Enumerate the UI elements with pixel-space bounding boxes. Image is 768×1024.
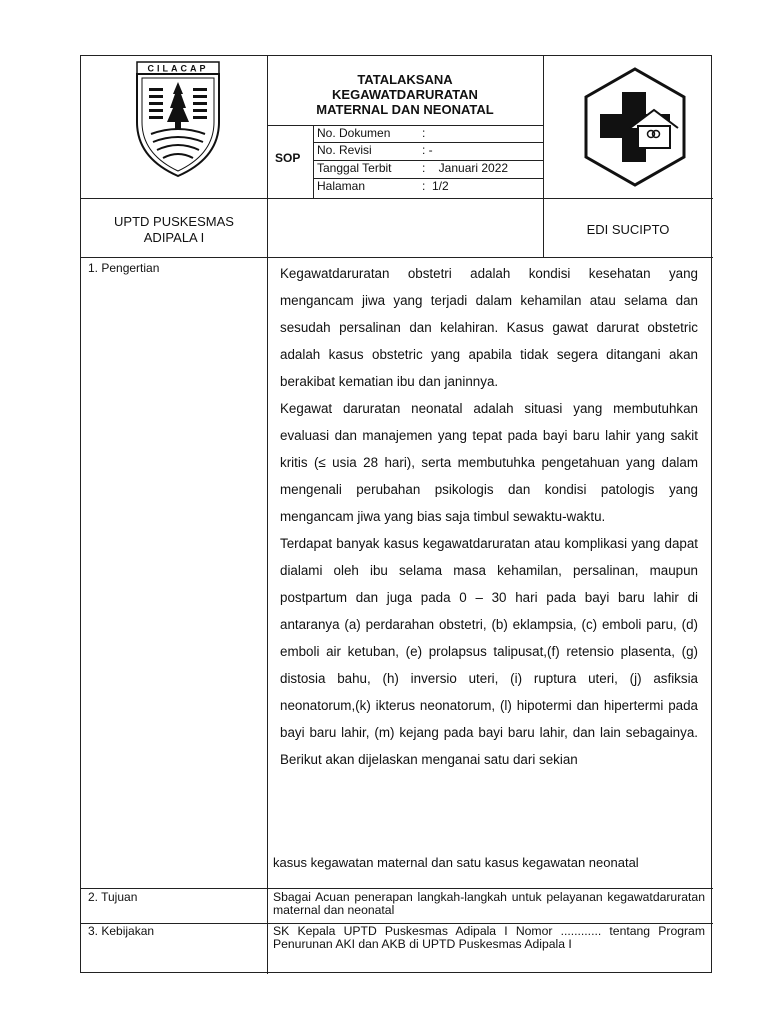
pengertian-body bbox=[280, 260, 698, 773]
document-title bbox=[267, 72, 543, 117]
puskesmas-logo bbox=[582, 66, 688, 188]
pengertian-continuation: kasus kegawatan maternal dan satu kasus kegawatan neonatal bbox=[273, 855, 639, 870]
paragraph: Terdapat banyak kasus kegawatdaruratan atau komplikasi yang dapat dialami oleh ibu selama masa kehamilan, persalinan, maupun postpartum dan juga pada 0 – 30 hari pada bayi baru lahir di antaranya (a) perdarahan obstetri, (b) eklampsia, (c) emboli paru, (d) emboli air ketuban, (e) prolapsus talipusat,(f) retensio plasenta, (g) distosia bahu, (h) inversio uteri, (i) ruptura uteri, (j) asfiksia neonatorum,(k) ikterus neonatorum, (l) hipotermi dan hipertermi pada bayi baru lahir, (m) kejang pada bayi baru lahir, dan lain sebagainya. Berikut akan dijelaskan menganai satu dari sekian bbox=[280, 536, 698, 767]
meta-value: : 1/2 bbox=[422, 179, 449, 193]
paragraph: Kegawatdaruratan obstetri adalah kondisi kesehatan yang mengancam jiwa yang terjadi dalam kehamilan atau selama dan sesudah persalinan dan kelahiran. Kasus gawat darurat obstetric adalah kasus obstetric yang apabila tidak segera ditangani akan berakibat kematian ibu dan janinnya. bbox=[280, 266, 698, 389]
meta-key: Tanggal Terbit bbox=[317, 161, 392, 175]
meta-row-no-dokumen bbox=[317, 127, 425, 140]
meta-key: No. Dokumen bbox=[317, 126, 391, 140]
tujuan-body: Sbagai Acuan penerapan langkah-langkah untuk pelayanan kegawatdaruratan maternal dan neonatal bbox=[273, 890, 705, 917]
meta-row-no-revisi bbox=[317, 144, 433, 157]
divider bbox=[81, 888, 713, 889]
divider bbox=[267, 125, 543, 126]
divider bbox=[543, 56, 544, 198]
title-line: TATALAKSANA bbox=[357, 72, 453, 87]
meta-row-tanggal-terbit bbox=[317, 162, 508, 175]
title-line: MATERNAL DAN NEONATAL bbox=[316, 102, 494, 117]
institution-line: UPTD PUSKESMAS bbox=[114, 214, 234, 229]
svg-text:CILACAP: CILACAP bbox=[147, 63, 209, 74]
meta-key: Halaman bbox=[317, 179, 366, 193]
sop-label: SOP bbox=[275, 151, 301, 165]
cilacap-crest-logo bbox=[131, 60, 225, 178]
meta-value: : bbox=[422, 126, 426, 140]
institution-line: ADIPALA I bbox=[143, 230, 205, 245]
section-label-pengertian: 1. Pengertian bbox=[88, 261, 160, 275]
divider bbox=[313, 125, 314, 198]
paragraph: Kegawat daruratan neonatal adalah situasi yang membutuhkan evaluasi dan manajemen yang tepat pada bayi baru lahir yang sakit kritis (≤ usia 28 hari), serta membutuhka pengetahuan yang dalam mengenali perubahan psikologis dan kondisi patologis yang mengancam jiwa yang bias saja timbul sewaktu-waktu. bbox=[280, 401, 698, 524]
section-label-tujuan: 2. Tujuan bbox=[88, 890, 138, 904]
section-label-kebijakan: 3. Kebijakan bbox=[88, 924, 155, 938]
institution-name bbox=[81, 214, 267, 246]
divider bbox=[81, 257, 713, 258]
meta-value: : - bbox=[422, 143, 433, 157]
kebijakan-body: SK Kepala UPTD Puskesmas Adipala I Nomor ............ tentang Program Penurunan AKI dan AKB di UPTD Puskesmas Adipala I bbox=[273, 924, 705, 951]
meta-row-halaman bbox=[317, 180, 449, 193]
meta-key: No. Revisi bbox=[317, 143, 372, 157]
sop-document bbox=[80, 55, 712, 973]
title-line: KEGAWATDARURATAN bbox=[332, 87, 478, 102]
meta-value: : Januari 2022 bbox=[422, 161, 509, 175]
signatory-name: EDI SUCIPTO bbox=[586, 222, 670, 237]
divider bbox=[267, 56, 268, 974]
divider bbox=[81, 198, 713, 199]
